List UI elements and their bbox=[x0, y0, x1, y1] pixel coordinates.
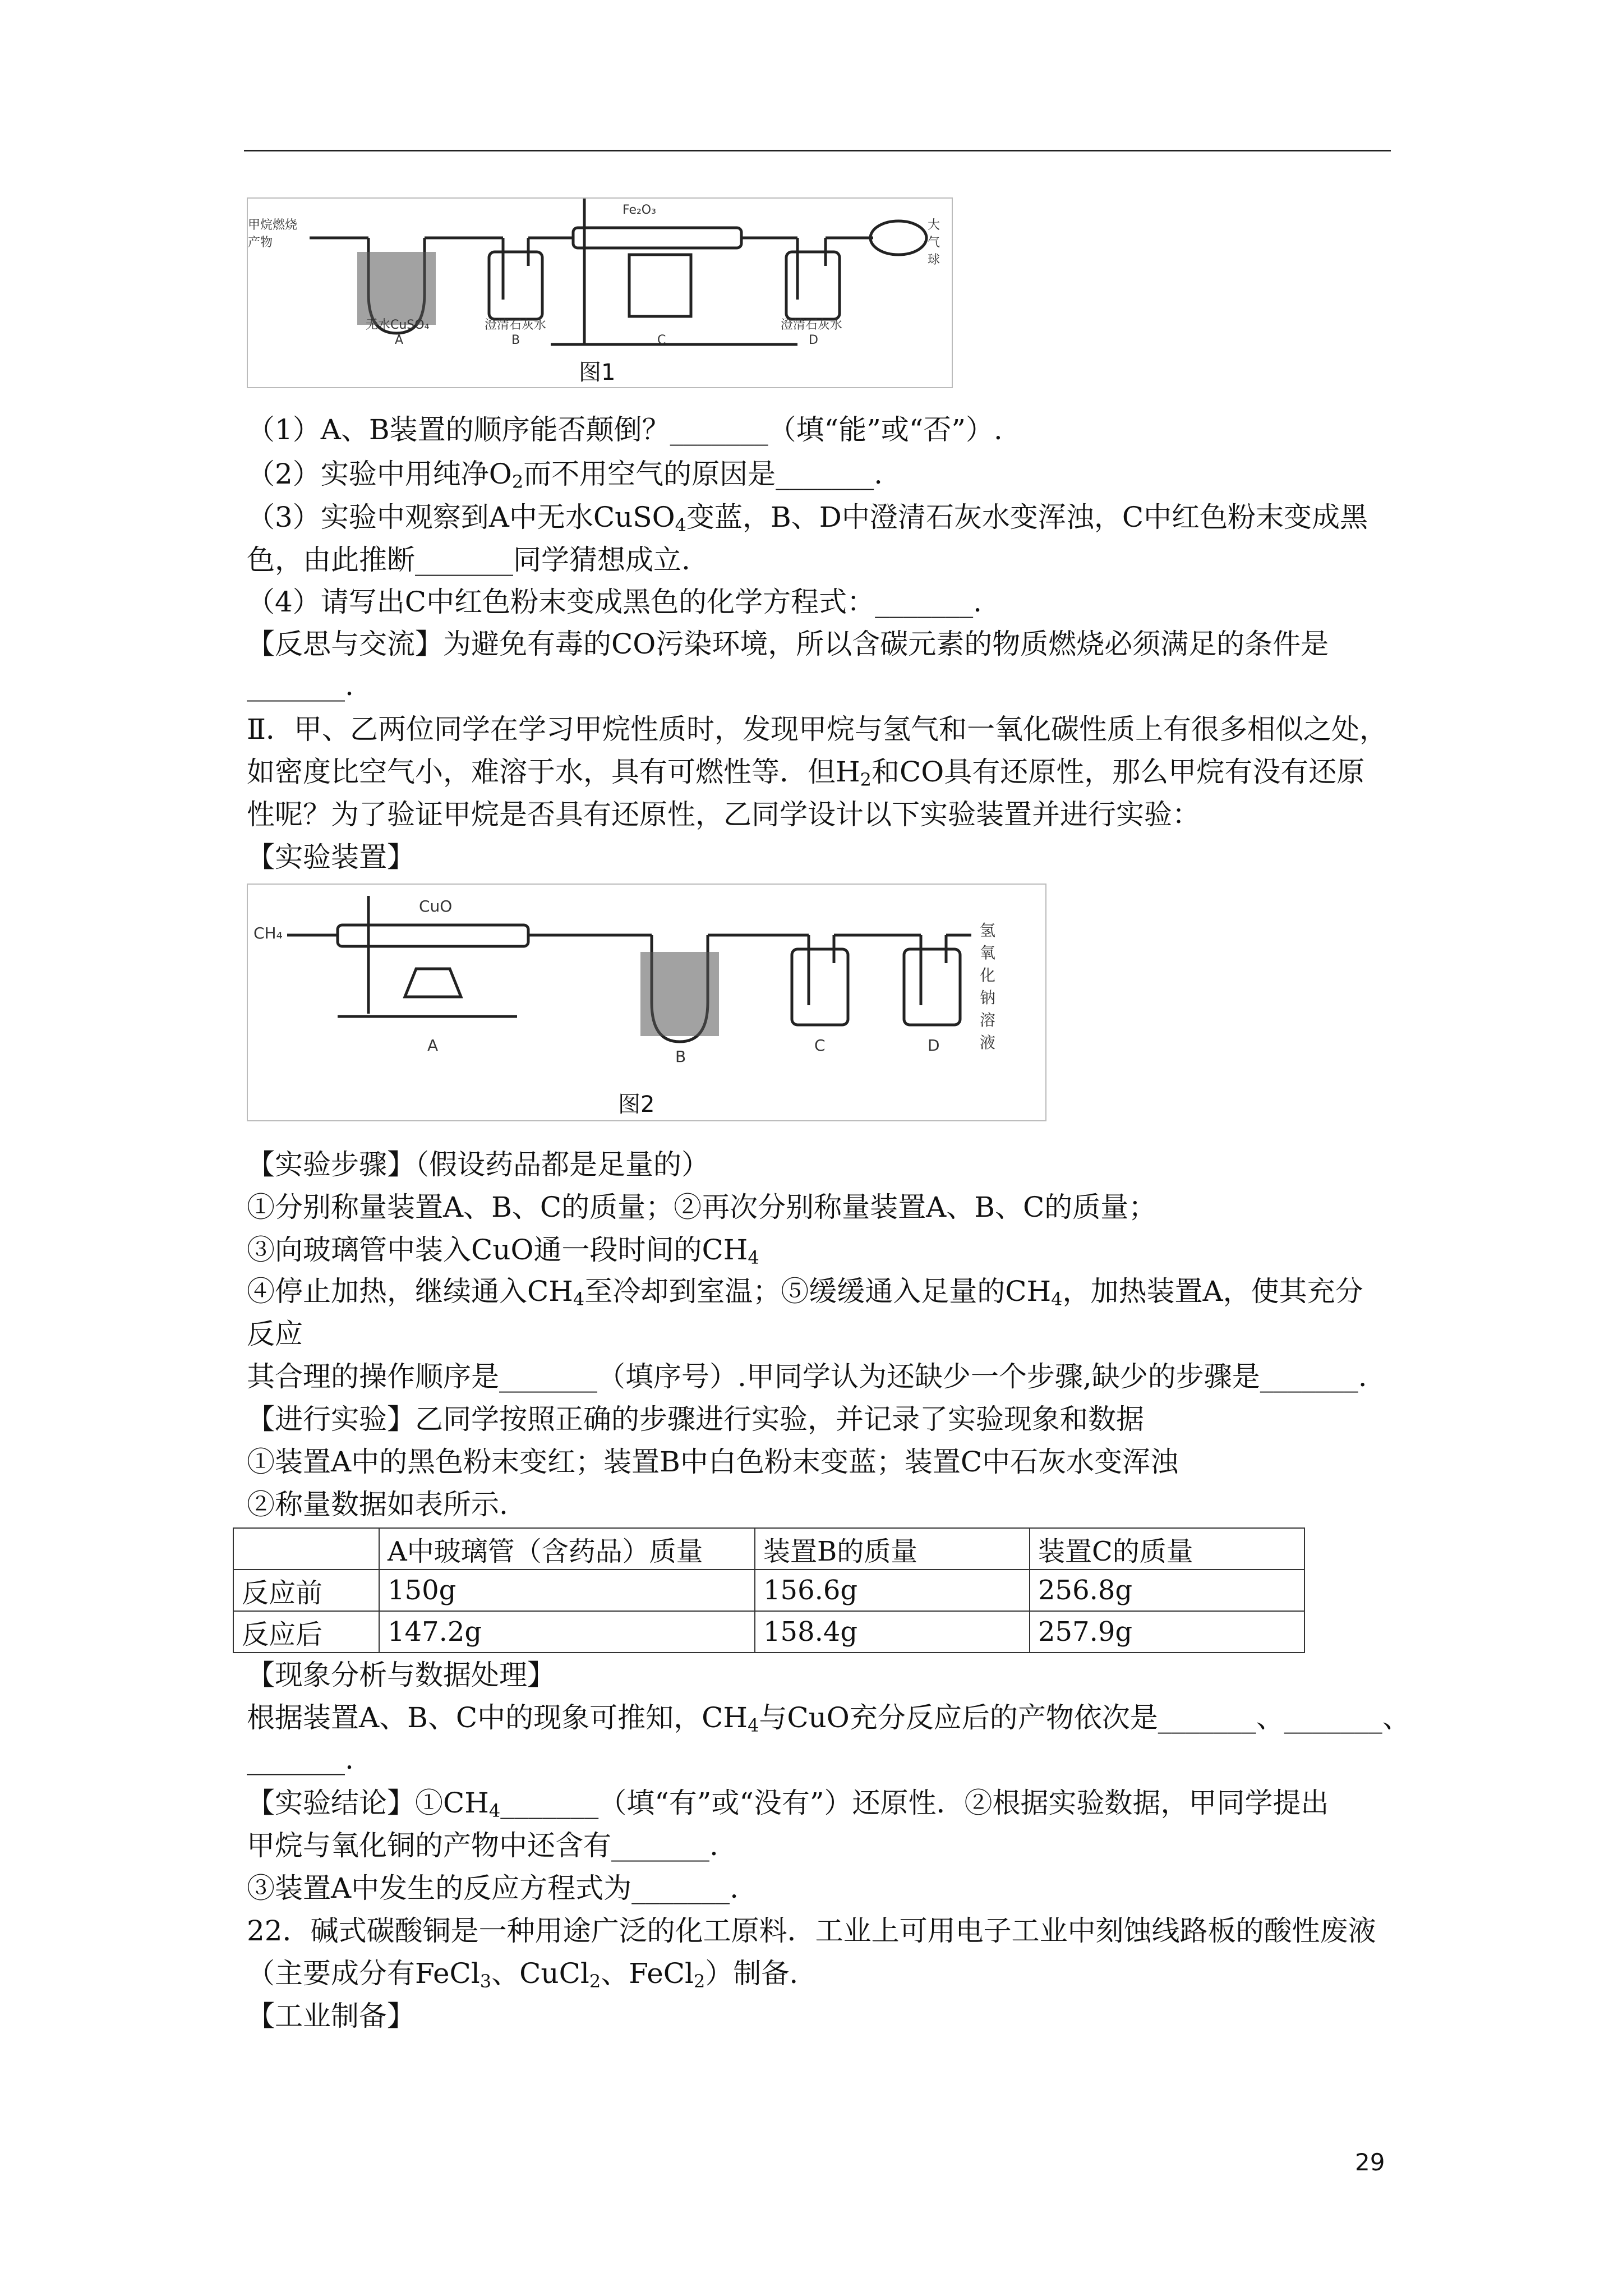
industrial-heading: 【工业制备】 bbox=[247, 2000, 415, 2032]
fig2-inlet-label: CH₄ bbox=[253, 924, 283, 942]
reflection-line1: 【反思与交流】为避免有毒的CO污染环境，所以含碳元素的物质燃烧必须满足的条件是 bbox=[247, 628, 1329, 660]
table-header-row bbox=[233, 1528, 1304, 1570]
fig1-label-d: D bbox=[809, 333, 818, 347]
part2-line1: Ⅱ．甲、乙两位同学在学习甲烷性质时，发现甲烷与氢气和一氧化碳性质上有很多相似之处， bbox=[247, 713, 1387, 746]
analysis-heading: 【现象分析与数据处理】 bbox=[247, 1659, 555, 1691]
figure-2 bbox=[247, 884, 1046, 1121]
conclusion-line1: 【实验结论】$①CH_4\_\_\_\_\_\_\_$（填“有”或“没有”）还原性．②根据实验数据，甲同学提出 bbox=[247, 1787, 1329, 1821]
apparatus-heading: 【实验装置】 bbox=[247, 841, 415, 873]
step-1-2: ①分别称量装置A、B、C的质量；②再次分别称量装置A、B、C的质量； bbox=[247, 1191, 1157, 1223]
fig1-d-reagent: 澄清石灰水 bbox=[781, 318, 843, 332]
fig2-reagent-label: 氢氧化钠溶液 bbox=[980, 921, 996, 1052]
q1: （1）A、B装置的顺序能否颠倒？_______（填“能”或“否”）. bbox=[247, 413, 1003, 446]
step-3: ③向玻璃管中装入CuO通一段时间的$CH_4$ bbox=[247, 1234, 759, 1268]
table-cell: 反应后 bbox=[233, 1611, 379, 1653]
fig1-b-reagent: 澄清石灰水 bbox=[485, 318, 547, 332]
table-header-cell: A中玻璃管（含药品）质量 bbox=[379, 1528, 755, 1570]
conclusion-line3: ③装置A中发生的反应方程式为_______. bbox=[247, 1872, 739, 1904]
fig1-top-label: Fe₂O₃ bbox=[623, 203, 656, 217]
fig1-label-a: A bbox=[395, 333, 404, 347]
order-question: 其合理的操作顺序是_______（填序号）.甲同学认为还缺少一个步骤,缺少的步骤是_______. bbox=[247, 1360, 1367, 1393]
table-row bbox=[233, 1611, 1304, 1653]
table-cell: 150g bbox=[379, 1570, 755, 1611]
conclusion-line2: 甲烷与氧化铜的产物中还含有_______. bbox=[247, 1829, 718, 1862]
fig2-label-a: A bbox=[427, 1036, 439, 1055]
q2: （2）实验中用纯净$O_2$而不用空气的原因是_______. bbox=[247, 458, 883, 493]
observation-1: ①装置A中的黑色粉末变红；装置B中白色粉末变蓝；装置C中石灰水变浑浊 bbox=[247, 1446, 1179, 1478]
table-header-cell: 装置C的质量 bbox=[1030, 1528, 1304, 1570]
analysis-line1: 根据装置A、B、C中的现象可推知，$CH_4$与CuO充分反应后的产物依次是_______、_______、 bbox=[247, 1701, 1410, 1736]
fig2-top-label: CuO bbox=[419, 897, 453, 915]
figure-1 bbox=[247, 197, 953, 388]
steps-heading: 【实验步骤】（假设药品都是足量的） bbox=[247, 1148, 709, 1181]
fig1-inlet-label: 甲烷燃烧产物 bbox=[248, 218, 298, 250]
table-header-cell bbox=[233, 1528, 379, 1570]
table-cell: 反应前 bbox=[233, 1570, 379, 1611]
part2-line3: 性呢？为了验证甲烷是否具有还原性，乙同学设计以下实验装置并进行实验： bbox=[247, 798, 1200, 831]
fig1-outlet-label: 大气球 bbox=[928, 218, 940, 267]
fig2-label-c: C bbox=[814, 1036, 826, 1055]
fig1-label-b: B bbox=[511, 333, 520, 347]
q22-line2: （主要成分有FeCl$_3$、CuCl$_2$、FeCl$_2$）制备. bbox=[247, 1957, 799, 1992]
figure-2-apparatus bbox=[248, 885, 1045, 1120]
reflection-line2: _______. bbox=[247, 669, 354, 702]
q3-line1: （3）实验中观察到A中无水CuSO$_4$变蓝，B、D中澄清石灰水变浑浊，C中红色粉末变成黑 bbox=[247, 501, 1368, 536]
q4: （4）请写出C中红色粉末变成黑色的化学方程式：_______. bbox=[247, 586, 982, 618]
experiment-heading: 【进行实验】乙同学按照正确的步骤进行实验，并记录了实验现象和数据 bbox=[247, 1403, 1144, 1435]
header-rule bbox=[244, 150, 1391, 151]
figure-1-caption: 图1 bbox=[579, 360, 616, 385]
analysis-line2: _______. bbox=[247, 1743, 354, 1775]
mass-data-table bbox=[233, 1527, 1305, 1653]
table-cell: 158.4g bbox=[755, 1611, 1030, 1653]
table-cell: 156.6g bbox=[755, 1570, 1030, 1611]
table-cell: 256.8g bbox=[1030, 1570, 1304, 1611]
table-cell: 147.2g bbox=[379, 1611, 755, 1653]
q22-line1: 22．碱式碳酸铜是一种用途广泛的化工原料．工业上可用电子工业中刻蚀线路板的酸性废液 bbox=[247, 1915, 1376, 1947]
table-header-cell: 装置B的质量 bbox=[755, 1528, 1030, 1570]
fig1-label-c: C bbox=[657, 333, 666, 347]
q3-line2: 色，由此推断_______同学猜想成立. bbox=[247, 544, 690, 576]
step-4-5: ④停止加热，继续通入$CH_4$至冷却到室温；⑤缓缓通入足量的$CH_4$，加热装置A，使其充分 bbox=[247, 1275, 1363, 1310]
table-cell: 257.9g bbox=[1030, 1611, 1304, 1653]
part2-line2: 如密度比空气小，难溶于水，具有可燃性等．但$H_2$和CO具有还原性，那么甲烷有没有还原 bbox=[247, 756, 1365, 790]
fig1-a-reagent: 无水CuSO₄ bbox=[366, 318, 430, 332]
page-number: 29 bbox=[1355, 2148, 1385, 2176]
fig2-label-d: D bbox=[928, 1036, 940, 1055]
observation-2: ②称量数据如表所示. bbox=[247, 1488, 508, 1521]
step-4-5-cont: 反应 bbox=[247, 1318, 303, 1350]
figure-2-caption: 图2 bbox=[618, 1092, 655, 1117]
table-row bbox=[233, 1570, 1304, 1611]
fig2-label-b: B bbox=[675, 1047, 686, 1066]
